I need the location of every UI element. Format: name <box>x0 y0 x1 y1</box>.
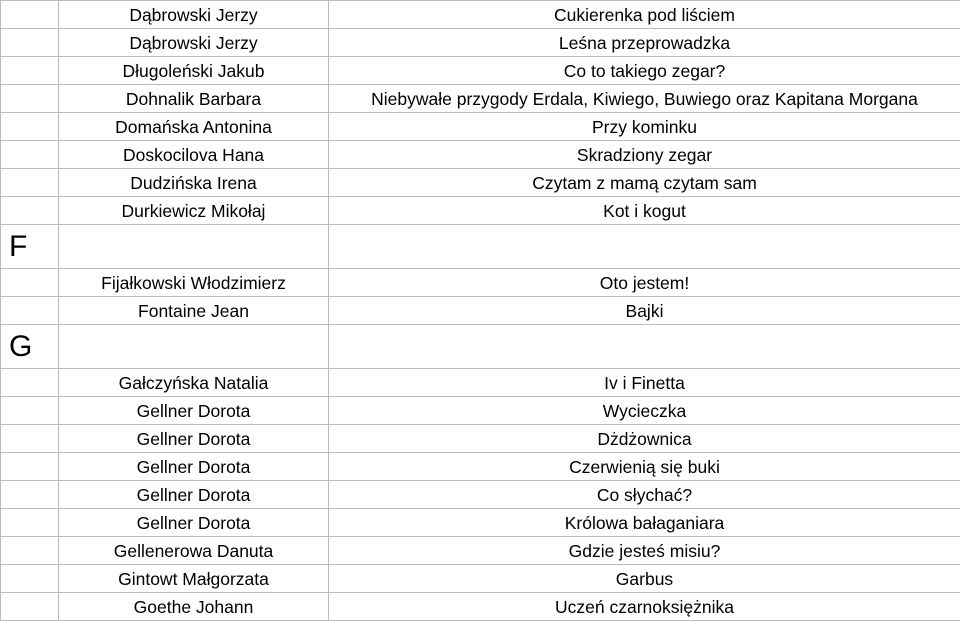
author-cell: Dudzińska Irena <box>59 169 329 197</box>
title-cell: Czerwienią się buki <box>329 453 960 481</box>
table-row <box>1 481 960 509</box>
letter-spacer-cell <box>1 29 59 57</box>
author-cell: Gellner Dorota <box>59 481 329 509</box>
section-author-spacer <box>59 225 329 269</box>
table-row <box>1 509 960 537</box>
letter-spacer-cell <box>1 481 59 509</box>
table-row <box>1 169 960 197</box>
section-header-row <box>1 225 960 269</box>
author-cell: Domańska Antonina <box>59 113 329 141</box>
letter-spacer-cell <box>1 141 59 169</box>
letter-spacer-cell <box>1 197 59 225</box>
title-cell: Cukierenka pod liściem <box>329 1 960 29</box>
title-cell: Uczeń czarnoksiężnika <box>329 593 960 621</box>
title-cell: Garbus <box>329 565 960 593</box>
table-row <box>1 369 960 397</box>
title-cell: Królowa bałaganiara <box>329 509 960 537</box>
letter-spacer-cell <box>1 297 59 325</box>
letter-spacer-cell <box>1 565 59 593</box>
section-title-spacer <box>329 325 960 369</box>
author-cell: Gellner Dorota <box>59 397 329 425</box>
table-row <box>1 141 960 169</box>
table-row <box>1 565 960 593</box>
title-cell: Czytam z mamą czytam sam <box>329 169 960 197</box>
author-cell: Goethe Johann <box>59 593 329 621</box>
table-row <box>1 113 960 141</box>
letter-spacer-cell <box>1 509 59 537</box>
section-letter: F <box>1 225 59 269</box>
title-cell: Przy kominku <box>329 113 960 141</box>
author-cell: Dohnalik Barbara <box>59 85 329 113</box>
author-cell: Fijałkowski Włodzimierz <box>59 269 329 297</box>
title-cell: Co słychać? <box>329 481 960 509</box>
title-cell: Leśna przeprowadzka <box>329 29 960 57</box>
author-cell: Dąbrowski Jerzy <box>59 1 329 29</box>
letter-spacer-cell <box>1 57 59 85</box>
title-cell: Co to takiego zegar? <box>329 57 960 85</box>
title-cell: Gdzie jesteś misiu? <box>329 537 960 565</box>
letter-spacer-cell <box>1 397 59 425</box>
table-row <box>1 593 960 621</box>
table-row <box>1 297 960 325</box>
author-cell: Durkiewicz Mikołaj <box>59 197 329 225</box>
author-cell: Gintowt Małgorzata <box>59 565 329 593</box>
letter-spacer-cell <box>1 85 59 113</box>
table-row <box>1 453 960 481</box>
author-cell: Gellner Dorota <box>59 425 329 453</box>
table-row <box>1 425 960 453</box>
title-cell: Bajki <box>329 297 960 325</box>
author-cell: Doskocilova Hana <box>59 141 329 169</box>
title-cell: Oto jestem! <box>329 269 960 297</box>
title-cell: Wycieczka <box>329 397 960 425</box>
letter-spacer-cell <box>1 169 59 197</box>
title-cell: Kot i kogut <box>329 197 960 225</box>
author-cell: Gellner Dorota <box>59 509 329 537</box>
letter-spacer-cell <box>1 593 59 621</box>
title-cell: Iv i Finetta <box>329 369 960 397</box>
author-cell: Gellner Dorota <box>59 453 329 481</box>
table-row <box>1 29 960 57</box>
table-row <box>1 197 960 225</box>
section-author-spacer <box>59 325 329 369</box>
catalog-body <box>1 1 960 621</box>
table-row <box>1 269 960 297</box>
section-title-spacer <box>329 225 960 269</box>
author-cell: Gałczyńska Natalia <box>59 369 329 397</box>
table-row <box>1 57 960 85</box>
table-row <box>1 1 960 29</box>
table-row <box>1 397 960 425</box>
author-cell: Długoleński Jakub <box>59 57 329 85</box>
title-cell: Niebywałe przygody Erdala, Kiwiego, Buwiego oraz Kapitana Morgana <box>329 85 960 113</box>
author-cell: Fontaine Jean <box>59 297 329 325</box>
letter-spacer-cell <box>1 537 59 565</box>
letter-spacer-cell <box>1 453 59 481</box>
author-cell: Gellenerowa Danuta <box>59 537 329 565</box>
letter-spacer-cell <box>1 113 59 141</box>
table-row <box>1 537 960 565</box>
title-cell: Dżdżownica <box>329 425 960 453</box>
table-row <box>1 85 960 113</box>
letter-spacer-cell <box>1 1 59 29</box>
author-cell: Dąbrowski Jerzy <box>59 29 329 57</box>
letter-spacer-cell <box>1 369 59 397</box>
title-cell: Skradziony zegar <box>329 141 960 169</box>
section-header-row <box>1 325 960 369</box>
section-letter: G <box>1 325 59 369</box>
letter-spacer-cell <box>1 269 59 297</box>
letter-spacer-cell <box>1 425 59 453</box>
